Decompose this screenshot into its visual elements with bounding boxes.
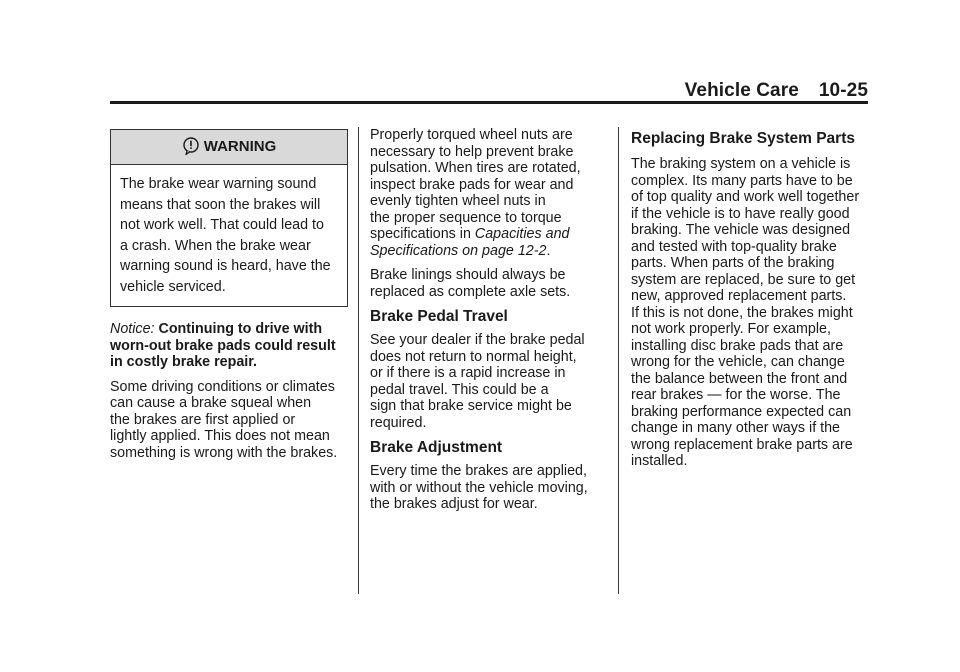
warning-line: vehicle serviced. bbox=[120, 278, 226, 295]
notice-line: Continuing to drive with bbox=[158, 321, 323, 337]
text-line: If this is not done, the brakes might bbox=[631, 304, 853, 321]
text-line: pedal travel. This could be a bbox=[370, 381, 549, 398]
column-3 bbox=[631, 127, 871, 478]
warning-icon bbox=[182, 137, 200, 155]
column-divider-1 bbox=[358, 127, 359, 594]
wheel-nuts-paragraph bbox=[370, 127, 596, 259]
page-header bbox=[685, 80, 868, 102]
text-line: sign that brake service might be bbox=[370, 398, 572, 414]
warning-header bbox=[111, 130, 347, 165]
text-line: installed. bbox=[631, 453, 688, 469]
warning-line: means that soon the brakes will bbox=[120, 196, 321, 213]
text-line: Some driving conditions or climates bbox=[110, 378, 335, 395]
text-line: evenly tighten wheel nuts in bbox=[370, 193, 546, 209]
text-line: something is wrong with the brakes. bbox=[110, 444, 338, 461]
notice-line: worn-out brake pads could result bbox=[110, 337, 336, 354]
heading-brake-pedal-travel: Brake Pedal Travel bbox=[370, 308, 508, 325]
text-line: or if there is a rapid increase in bbox=[370, 365, 566, 381]
text-line: Every time the brakes are applied, bbox=[370, 463, 587, 479]
text-line: braking. The vehicle was designed bbox=[631, 222, 851, 238]
text-line: parts. When parts of the braking bbox=[631, 255, 835, 271]
text-line: installing disc brake pads that are bbox=[631, 337, 844, 354]
warning-box bbox=[110, 129, 348, 307]
warning-title: WARNING bbox=[203, 137, 277, 155]
pedal-paragraph bbox=[370, 332, 596, 431]
column-1 bbox=[110, 127, 350, 469]
header-rule bbox=[110, 101, 868, 104]
text-line: rear brakes — for the worse. The bbox=[631, 387, 841, 403]
text-line: wrong replacement brake parts are bbox=[631, 436, 853, 453]
text-line: does not return to normal height, bbox=[370, 348, 577, 365]
text-line: complex. Its many parts have to be bbox=[631, 172, 853, 189]
text-line: if the vehicle is to have really good bbox=[631, 205, 850, 222]
warning-line: The brake wear warning sound bbox=[120, 176, 317, 192]
warning-line: not work well. That could lead to bbox=[120, 217, 324, 233]
text-line: pulsation. When tires are rotated, bbox=[370, 160, 581, 176]
text-line: the brakes adjust for wear. bbox=[370, 496, 538, 512]
linings-paragraph bbox=[370, 267, 596, 300]
text-line: braking performance expected can bbox=[631, 403, 852, 420]
text-line: and tested with top-quality brake bbox=[631, 238, 837, 255]
text-line: new, approved replacement parts. bbox=[631, 288, 847, 304]
warning-text bbox=[111, 165, 347, 306]
text-line: inspect brake pads for wear and bbox=[370, 176, 574, 193]
text-line: Brake linings should always be bbox=[370, 267, 566, 283]
text-line: required. bbox=[370, 414, 427, 431]
text-line: wrong for the vehicle, can change bbox=[631, 354, 845, 370]
page-number: 10-25 bbox=[818, 80, 868, 101]
text-line: See your dealer if the brake pedal bbox=[370, 332, 585, 348]
text-line: of top quality and work well together bbox=[631, 189, 860, 205]
warning-line: warning sound is heard, have the bbox=[120, 258, 331, 274]
text-line: change in many other ways if the bbox=[631, 420, 841, 436]
notice-label: Notice: bbox=[110, 321, 155, 337]
adjust-paragraph bbox=[370, 463, 596, 513]
heading-brake-adjustment: Brake Adjustment bbox=[370, 439, 503, 456]
text-line: Properly torqued wheel nuts are bbox=[370, 127, 573, 143]
section-title: Vehicle Care bbox=[684, 80, 799, 101]
text-line: The braking system on a vehicle is bbox=[631, 156, 851, 172]
text-line: with or without the vehicle moving, bbox=[370, 479, 588, 496]
column-divider-2 bbox=[618, 127, 619, 594]
text-line: lightly applied. This does not mean bbox=[110, 428, 330, 444]
period: . bbox=[546, 242, 551, 259]
text-line: system are replaced, be sure to get bbox=[631, 271, 856, 288]
text-line: necessary to help prevent brake bbox=[370, 143, 574, 160]
text-line: can cause a brake squeal when bbox=[110, 395, 312, 411]
heading-replacing-brake-parts: Replacing Brake System Parts bbox=[631, 130, 855, 147]
text-line: the proper sequence to torque bbox=[370, 209, 562, 226]
replacing-paragraph bbox=[631, 156, 871, 470]
text-line: the balance between the front and bbox=[631, 370, 848, 387]
text-line: specifications in bbox=[370, 226, 475, 242]
notice-line: in costly brake repair. bbox=[110, 354, 258, 370]
text-line: replaced as complete axle sets. bbox=[370, 283, 571, 300]
cross-reference-link[interactable]: Capacities and bbox=[474, 226, 570, 242]
text-line: the brakes are first applied or bbox=[110, 411, 296, 428]
column-2 bbox=[370, 127, 596, 521]
warning-line: a crash. When the brake wear bbox=[120, 237, 311, 254]
squeal-paragraph bbox=[110, 379, 350, 462]
notice bbox=[110, 321, 350, 371]
cross-reference-link[interactable]: Specifications on page 12-2 bbox=[370, 242, 547, 259]
text-line: not work properly. For example, bbox=[631, 321, 831, 337]
